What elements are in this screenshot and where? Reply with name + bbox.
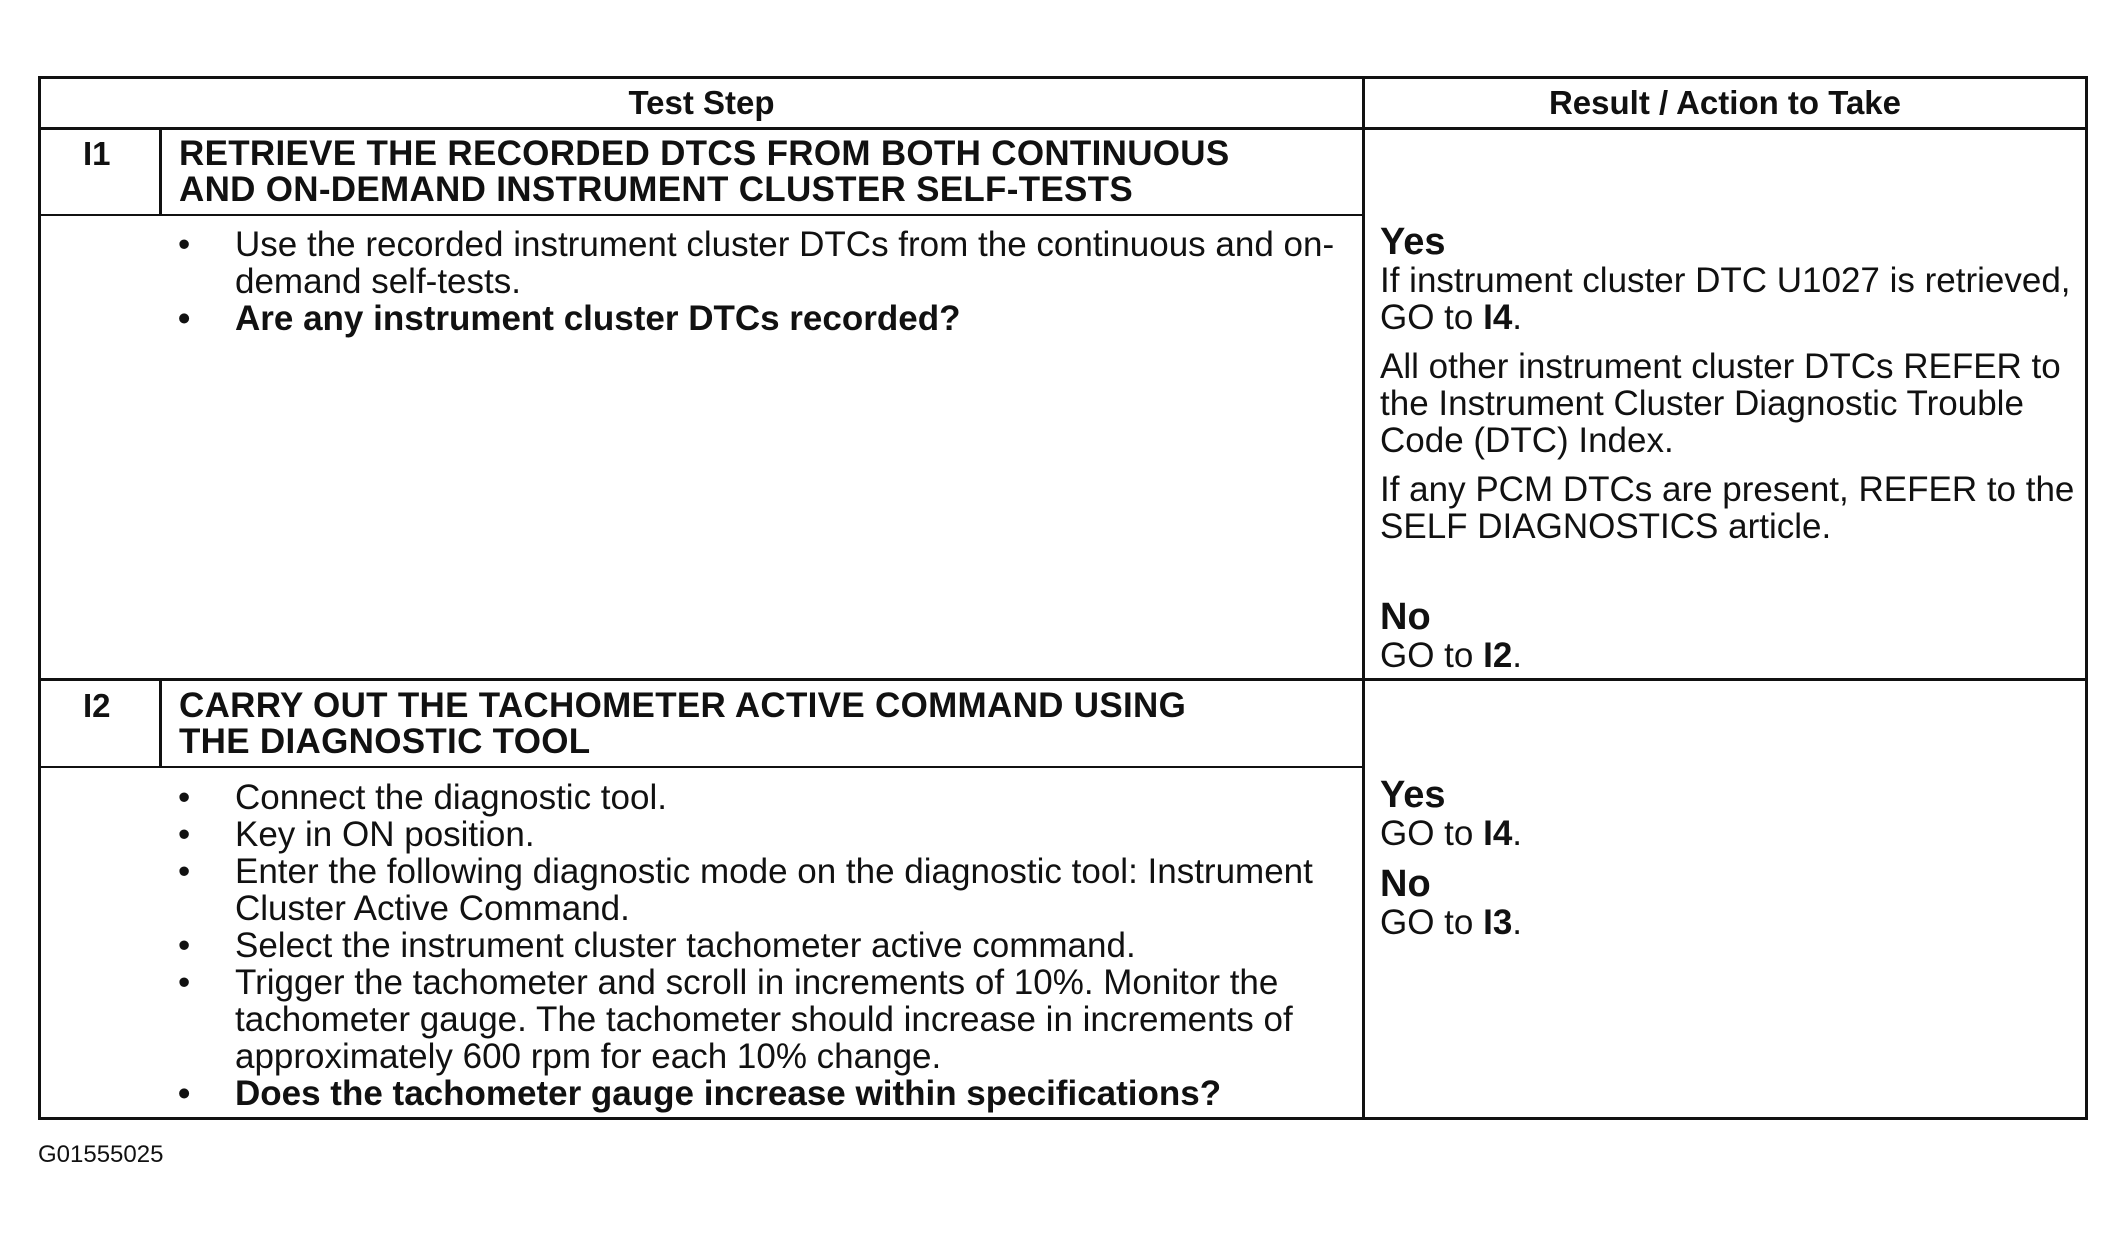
step-result-no bbox=[1380, 597, 2080, 686]
no-action: GO to I3. bbox=[1380, 903, 1523, 942]
column-divider bbox=[1362, 79, 1365, 1117]
instruction-item: • Select the instrument cluster tachometer active command. bbox=[41, 927, 1341, 964]
step-i2-title-divider bbox=[41, 766, 1364, 768]
step-result bbox=[1380, 775, 2080, 953]
step-title-line-2: AND ON-DEMAND INSTRUMENT CLUSTER SELF-TESTS bbox=[179, 170, 1133, 209]
step-instructions bbox=[41, 226, 1341, 337]
step-i1-title-divider bbox=[41, 214, 1364, 216]
step-id: I1 bbox=[83, 135, 111, 172]
no-label: No bbox=[1380, 863, 1431, 905]
instruction-item: • Trigger the tachometer and scroll in increments of 10%. Monitor the tachometer gauge. The tachometer should increase in increments of approximately 600 rpm for each 10% change. bbox=[41, 964, 1341, 1075]
instruction-item: • Use the recorded instrument cluster DTCs from the continuous and on-demand self-tests. bbox=[41, 226, 1341, 300]
step-title bbox=[179, 688, 1359, 760]
step-title-line-1: CARRY OUT THE TACHOMETER ACTIVE COMMAND USING bbox=[179, 686, 1187, 725]
step-id-divider-i2 bbox=[159, 678, 162, 768]
instruction-item: • Enter the following diagnostic mode on the diagnostic tool: Instrument Cluster Active Command. bbox=[41, 853, 1341, 927]
yes-action-refer: All other instrument cluster DTCs REFER to the Instrument Cluster Diagnostic Trouble Code (DTC) Index. bbox=[1380, 347, 2061, 460]
no-action: GO to I2. bbox=[1380, 636, 1523, 675]
instruction-item: • Connect the diagnostic tool. bbox=[41, 779, 1341, 816]
step-id-divider-i1 bbox=[159, 127, 162, 216]
diagnostic-test-table bbox=[38, 76, 2088, 1120]
yes-action: GO to I4. bbox=[1380, 814, 1523, 853]
step-instructions bbox=[41, 779, 1341, 1112]
yes-label: Yes bbox=[1380, 774, 1446, 816]
step-reference: I4 bbox=[1483, 814, 1513, 853]
step-reference: I3 bbox=[1483, 903, 1513, 942]
header-divider bbox=[41, 127, 2085, 130]
step-reference: I4 bbox=[1483, 298, 1513, 337]
step-reference: I2 bbox=[1483, 636, 1513, 675]
step-title-line-1: RETRIEVE THE RECORDED DTCS FROM BOTH CONTINUOUS bbox=[179, 134, 1230, 173]
yes-action: If instrument cluster DTC U1027 is retrieved, GO to I4. bbox=[1380, 261, 2071, 337]
step-title-line-2: THE DIAGNOSTIC TOOL bbox=[179, 722, 591, 761]
no-label: No bbox=[1380, 596, 1431, 638]
yes-action-pcm: If any PCM DTCs are present, REFER to the SELF DIAGNOSTICS article. bbox=[1380, 470, 2075, 546]
step-id: I2 bbox=[83, 687, 111, 724]
instruction-question: • Does the tachometer gauge increase within specifications? bbox=[41, 1075, 1341, 1112]
header-test-step: Test Step bbox=[628, 84, 775, 121]
step-title bbox=[179, 136, 1359, 208]
figure-id: G01555025 bbox=[38, 1141, 164, 1168]
yes-label: Yes bbox=[1380, 221, 1446, 263]
step-result bbox=[1380, 222, 2080, 557]
instruction-question: • Are any instrument cluster DTCs recorded? bbox=[41, 300, 1341, 337]
instruction-item: • Key in ON position. bbox=[41, 816, 1341, 853]
header-result-action: Result / Action to Take bbox=[1548, 84, 1902, 121]
